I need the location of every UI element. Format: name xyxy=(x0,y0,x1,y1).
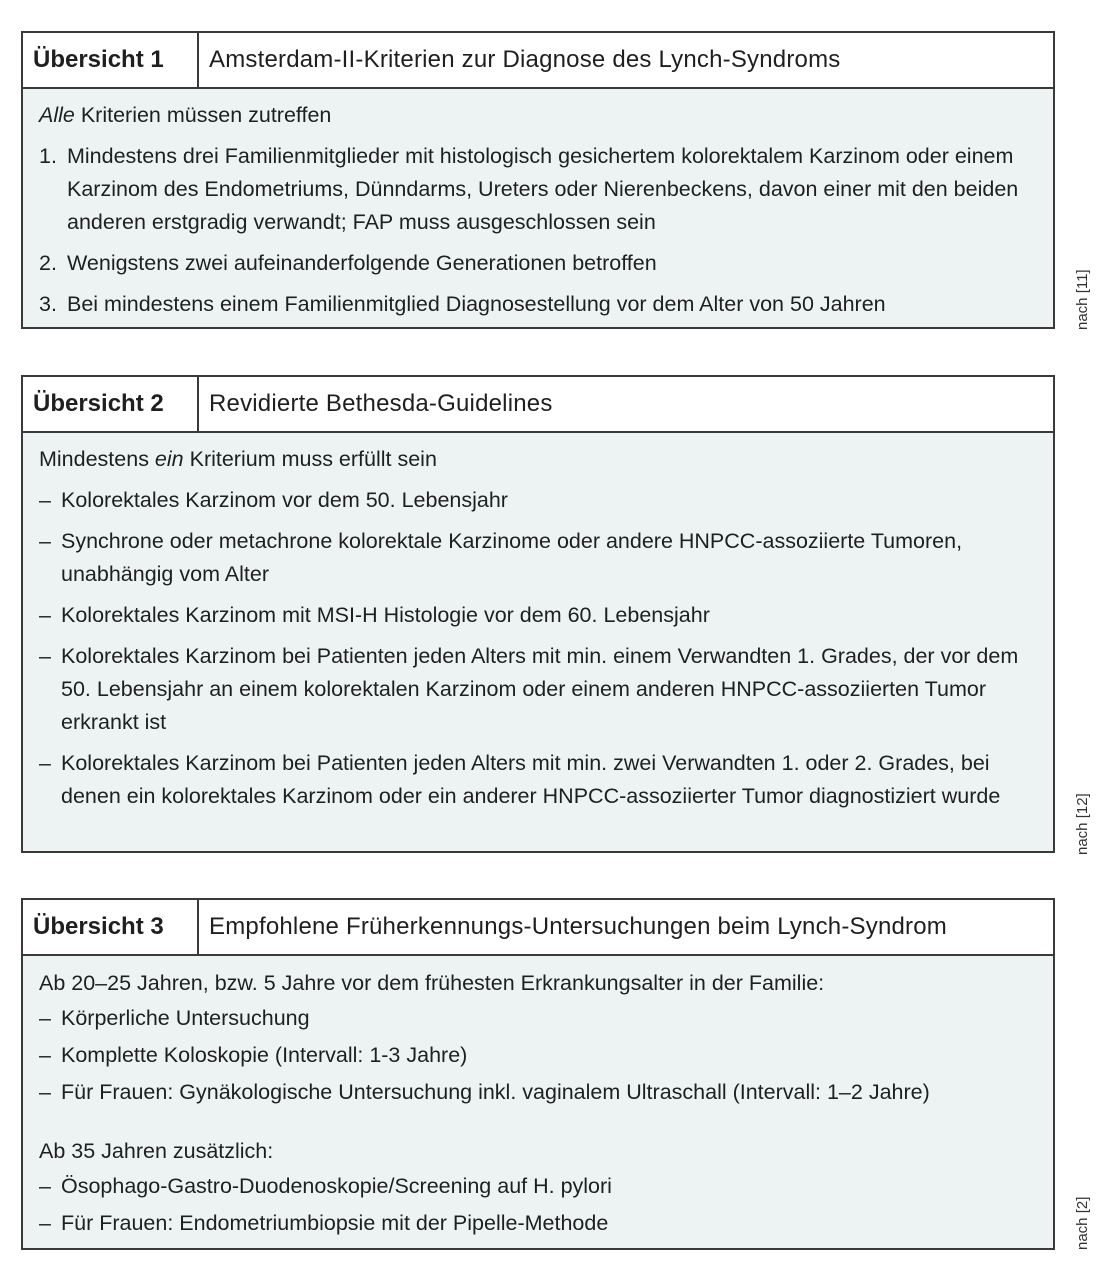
item-text: Kolorektales Karzinom mit MSI-H Histologie vor dem 60. Lebensjahr xyxy=(61,603,710,627)
item-number: 3. xyxy=(39,292,57,316)
intro-emphasis: Alle xyxy=(39,103,75,127)
list-item xyxy=(39,247,1037,280)
list-item xyxy=(39,1169,1037,1204)
overview-box-1 xyxy=(21,31,1055,329)
list-item xyxy=(39,599,1037,632)
dash-bullet: – xyxy=(39,644,51,668)
list-item xyxy=(39,1206,1037,1241)
list-item xyxy=(39,525,1037,591)
item-text: Kolorektales Karzinom bei Patienten jeden Alters mit min. einem Verwandten 1. Grades, der vor dem 50. Lebensjahr an einem kolorektalen Karzinom oder einem anderen HNPCC-assoziierten Tumor erkrankt ist xyxy=(61,644,1019,734)
overview-box-2 xyxy=(21,375,1055,853)
box-header xyxy=(23,900,1053,956)
box-intro xyxy=(39,99,1037,132)
box-label: Übersicht 3 xyxy=(23,900,199,954)
dash-bullet: – xyxy=(39,1174,51,1198)
item-text: Kolorektales Karzinom bei Patienten jeden Alters mit min. zwei Verwandten 1. oder 2. Grades, bei denen ein kolorektales Karzinom oder ein anderer HNPCC-assoziierter Tumor diagnostiziert wurde xyxy=(61,751,1001,808)
source-note: nach [11] xyxy=(1074,269,1091,330)
dash-bullet: – xyxy=(39,1080,51,1104)
item-number: 2. xyxy=(39,251,57,275)
dash-bullet: – xyxy=(39,1211,51,1235)
dash-bullet: – xyxy=(39,603,51,627)
item-text: Mindestens drei Familienmitglieder mit histologisch gesichertem kolorektalem Karzinom oder einem Karzinom des Endometriums, Dünndarms, Ureters oder Nierenbeckens, davon einer mit den beiden anderen erstgradig verwandt; FAP muss ausgeschlossen sein xyxy=(67,144,1019,234)
box-title: Revidierte Bethesda-Guidelines xyxy=(209,390,553,417)
dash-bullet: – xyxy=(39,751,51,775)
dash-bullet: – xyxy=(39,1006,51,1030)
item-text: Für Frauen: Gynäkologische Untersuchung inkl. vaginalem Ultraschall (Intervall: 1–2 Jahre) xyxy=(61,1080,930,1104)
source-note: nach [12] xyxy=(1074,793,1091,855)
dash-bullet: – xyxy=(39,1043,51,1067)
list-item xyxy=(39,1001,1037,1036)
item-number: 1. xyxy=(39,144,57,168)
list-item xyxy=(39,1038,1037,1073)
spacer xyxy=(39,1112,1037,1134)
box-title: Amsterdam-II-Kriterien zur Diagnose des Lynch-Syndroms xyxy=(209,46,841,73)
intro-text: Mindestens xyxy=(39,447,155,471)
box-intro xyxy=(39,443,1037,476)
item-text: Wenigstens zwei aufeinanderfolgende Generationen betroffen xyxy=(67,251,657,275)
item-text: Ösophago-Gastro-Duodenoskopie/Screening auf H. pylori xyxy=(61,1174,612,1198)
box-title: Empfohlene Früherkennungs-Untersuchungen beim Lynch-Syndrom xyxy=(209,913,947,940)
box-label: Übersicht 1 xyxy=(23,33,199,87)
item-text: Bei mindestens einem Familienmitglied Diagnosestellung vor dem Alter von 50 Jahren xyxy=(67,292,886,316)
section-heading: Ab 20–25 Jahren, bzw. 5 Jahre vor dem frühesten Erkrankungsalter in der Familie: xyxy=(39,971,825,995)
section-heading: Ab 35 Jahren zusätzlich: xyxy=(39,1139,274,1163)
box-body xyxy=(23,956,1053,1253)
intro-emphasis: ein xyxy=(154,447,184,471)
source-note: nach [2] xyxy=(1074,1196,1091,1250)
box-header xyxy=(23,377,1053,433)
list-item xyxy=(39,140,1037,239)
box-header xyxy=(23,33,1053,89)
list-item xyxy=(39,1075,1037,1110)
list-item xyxy=(39,640,1037,739)
item-text: Komplette Koloskopie (Intervall: 1-3 Jahre) xyxy=(61,1043,468,1067)
dash-bullet: – xyxy=(39,529,51,553)
list-item xyxy=(39,288,1037,321)
box-body xyxy=(23,433,1053,831)
list-item xyxy=(39,484,1037,517)
item-text: Synchrone oder metachrone kolorektale Karzinome oder andere HNPCC-assoziierte Tumoren, unabhängig vom Alter xyxy=(61,529,963,586)
overview-box-3 xyxy=(21,898,1055,1250)
list-item xyxy=(39,747,1037,813)
dash-bullet: – xyxy=(39,488,51,512)
item-text: Kolorektales Karzinom vor dem 50. Lebensjahr xyxy=(61,488,508,512)
item-text: Körperliche Untersuchung xyxy=(61,1006,310,1030)
box-label: Übersicht 2 xyxy=(23,377,199,431)
box-body xyxy=(23,89,1053,339)
intro-text: Kriterium muss erfüllt sein xyxy=(183,447,437,471)
item-text: Für Frauen: Endometriumbiopsie mit der Pipelle-Methode xyxy=(61,1211,609,1235)
intro-text: Kriterien müssen zutreffen xyxy=(74,103,332,127)
